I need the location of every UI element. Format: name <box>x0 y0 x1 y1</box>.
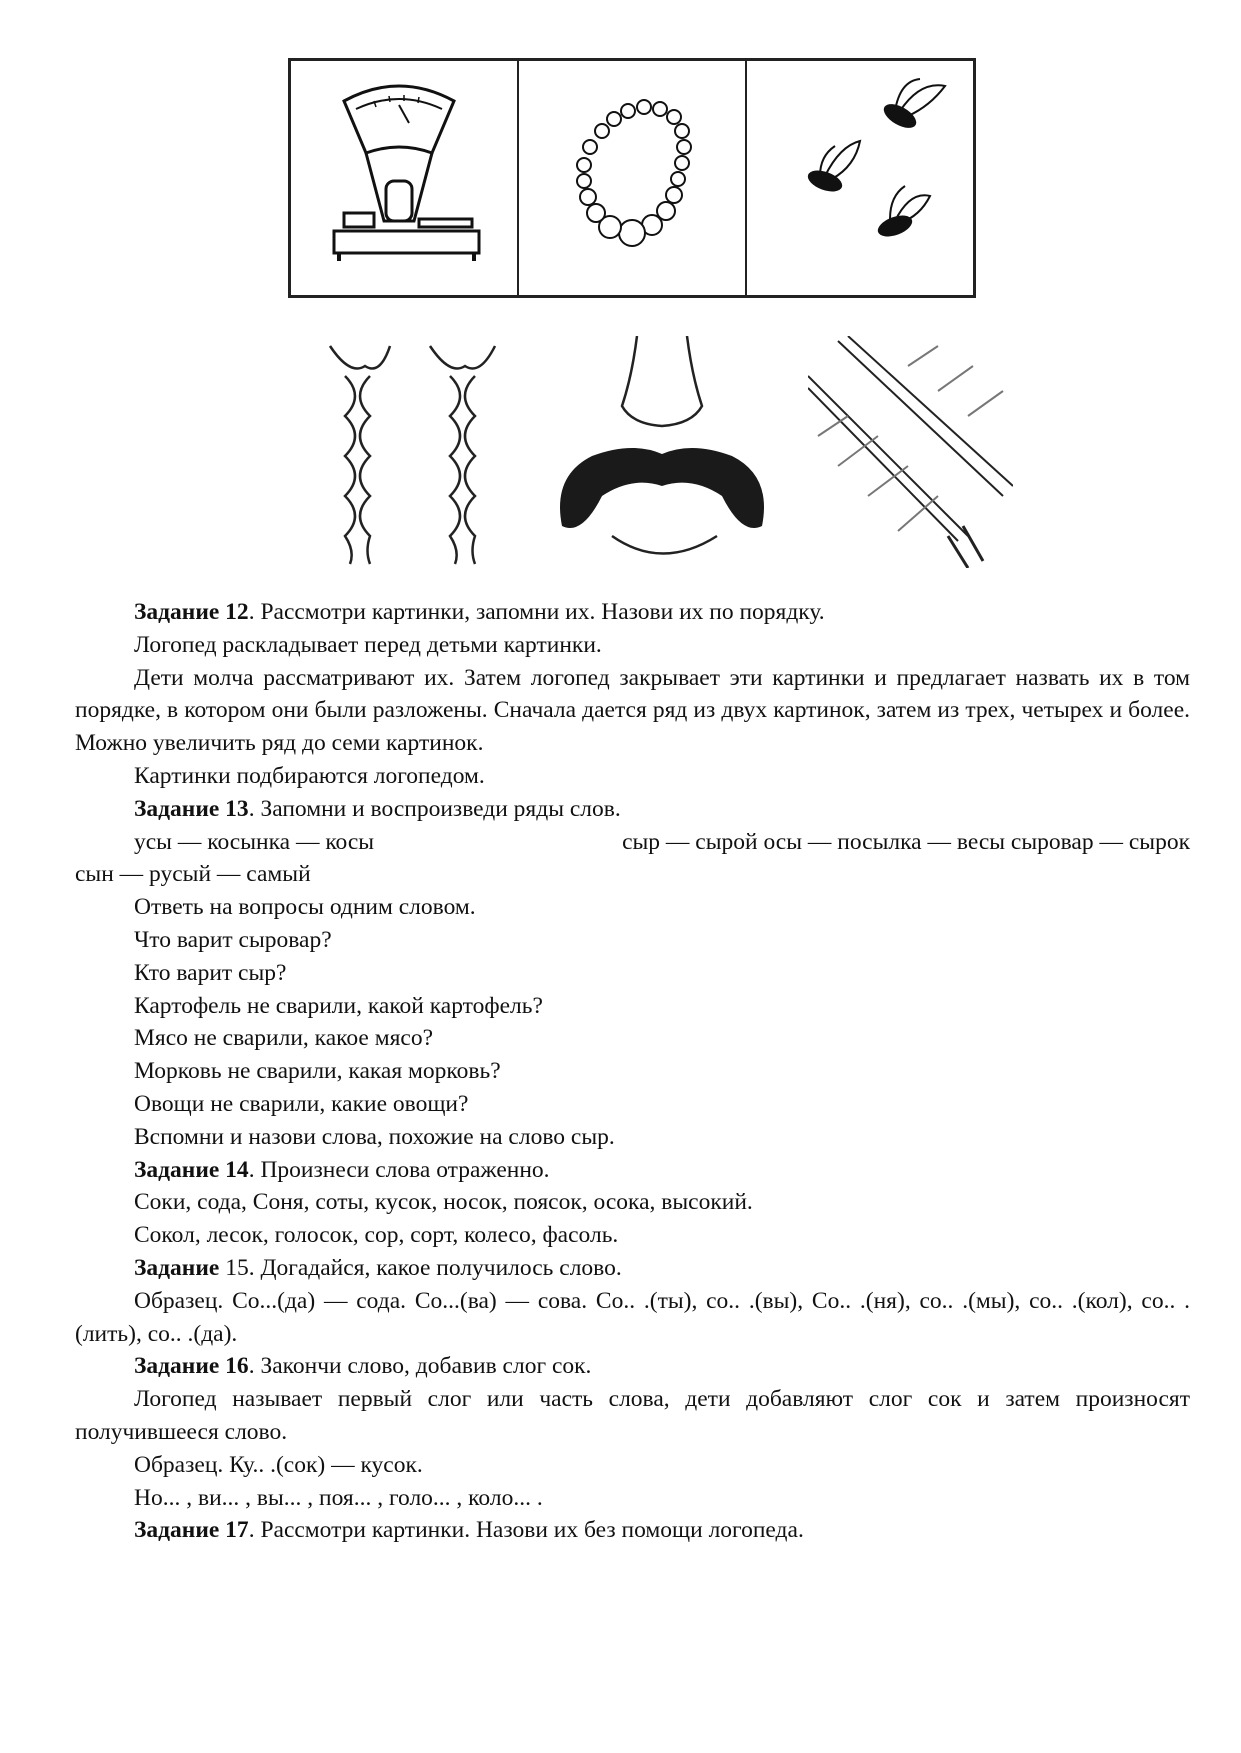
beads-picture <box>519 61 747 295</box>
mustache-picture <box>552 336 772 568</box>
question: Что варит сыровар? <box>134 926 332 953</box>
task-17-label: Задание 17 <box>134 1517 249 1544</box>
question: Морковь не сварили, какая морковь? <box>134 1058 501 1085</box>
paragraph: Логопед раскладывает перед детьми картинки. <box>134 631 602 658</box>
task-14-label: Задание 14 <box>134 1156 249 1183</box>
task-16-label: Задание 16 <box>134 1353 249 1380</box>
paragraph: Но... , ви... , вы... , поя... , голо... , коло... . <box>134 1484 543 1511</box>
text-body <box>75 596 1190 1547</box>
word-rows <box>75 826 1190 859</box>
paragraph: Вспомни и назови слова, похожие на слово сыр. <box>134 1123 615 1150</box>
braids-picture <box>310 336 510 568</box>
paragraph: Образец. Ку.. .(сок) — кусок. <box>134 1451 423 1478</box>
word-row-1: усы — косынка — косы <box>134 828 375 855</box>
paragraph: Логопед называет первый слог или часть слова, дети добавляют слог сок и затем произносят получившееся слово. <box>75 1386 1190 1445</box>
mustache-icon <box>552 336 772 568</box>
wasps-icon <box>747 61 973 295</box>
paragraph: Образец. Со...(да) — сода. Со...(ва) — сова. Со.. .(ты), со.. .(вы), Со.. .(ня), со.. .(мы), со.. .(кол), со.. .(лить), со.. .(да). <box>75 1287 1190 1347</box>
paragraph: Картинки подбираются логопедом. <box>134 762 485 789</box>
braids-icon <box>310 336 510 568</box>
task-15-label: Задание <box>134 1254 220 1281</box>
task-17-paragraph: Задание 17. Рассмотри картинки. Назови их без помощи логопеда. <box>134 1517 804 1544</box>
scales-icon <box>291 61 517 295</box>
question: Кто варит сыр? <box>134 959 287 986</box>
beads-icon <box>519 61 745 295</box>
question: Картофель не сварили, какой картофель? <box>134 992 543 1019</box>
rails-icon <box>808 336 1013 568</box>
word-row-3: сын — русый — самый <box>75 861 311 888</box>
wasps-picture <box>747 61 973 295</box>
paragraph: Ответь на вопросы одним словом. <box>134 894 476 921</box>
task-16-paragraph: Задание 16. Закончи слово, добавив слог сок. <box>134 1353 592 1380</box>
task-12-paragraph: Задание 12. Рассмотри картинки, запомни их. Назови их по порядку. <box>134 599 825 625</box>
paragraph: Дети молча рассматривают их. Затем логопед закрывает эти картинки и предлагает назвать их в том порядке, в котором они были разложены. Сначала дается ряд из двух картинок, затем из трех, четырех и более. Можно увеличить ряд до семи картинок. <box>75 664 1190 757</box>
task-15-paragraph: Задание 15. Догадайся, какое получилось слово. <box>134 1254 622 1281</box>
task-12-label: Задание 12 <box>134 599 249 625</box>
task-13-label: Задание 13 <box>134 795 249 822</box>
top-illustration-strip <box>288 58 976 298</box>
task-14-paragraph: Задание 14. Произнеси слова отраженно. <box>134 1156 550 1183</box>
question: Овощи не сварили, какие овощи? <box>134 1090 469 1117</box>
word-row-2: сыр — сырой осы — посылка — весы сыровар — сырок <box>622 828 1190 855</box>
paragraph: Сокол, лесок, голосок, сор, сорт, колесо, фасоль. <box>134 1222 619 1249</box>
rails-picture <box>808 336 1013 568</box>
question: Мясо не сварили, какое мясо? <box>134 1025 434 1052</box>
paragraph: Соки, сода, Соня, соты, кусок, носок, поясок, осока, высокий. <box>134 1189 753 1216</box>
scales-picture <box>291 61 519 295</box>
task-13-paragraph: Задание 13. Запомни и воспроизведи ряды слов. <box>134 795 621 822</box>
